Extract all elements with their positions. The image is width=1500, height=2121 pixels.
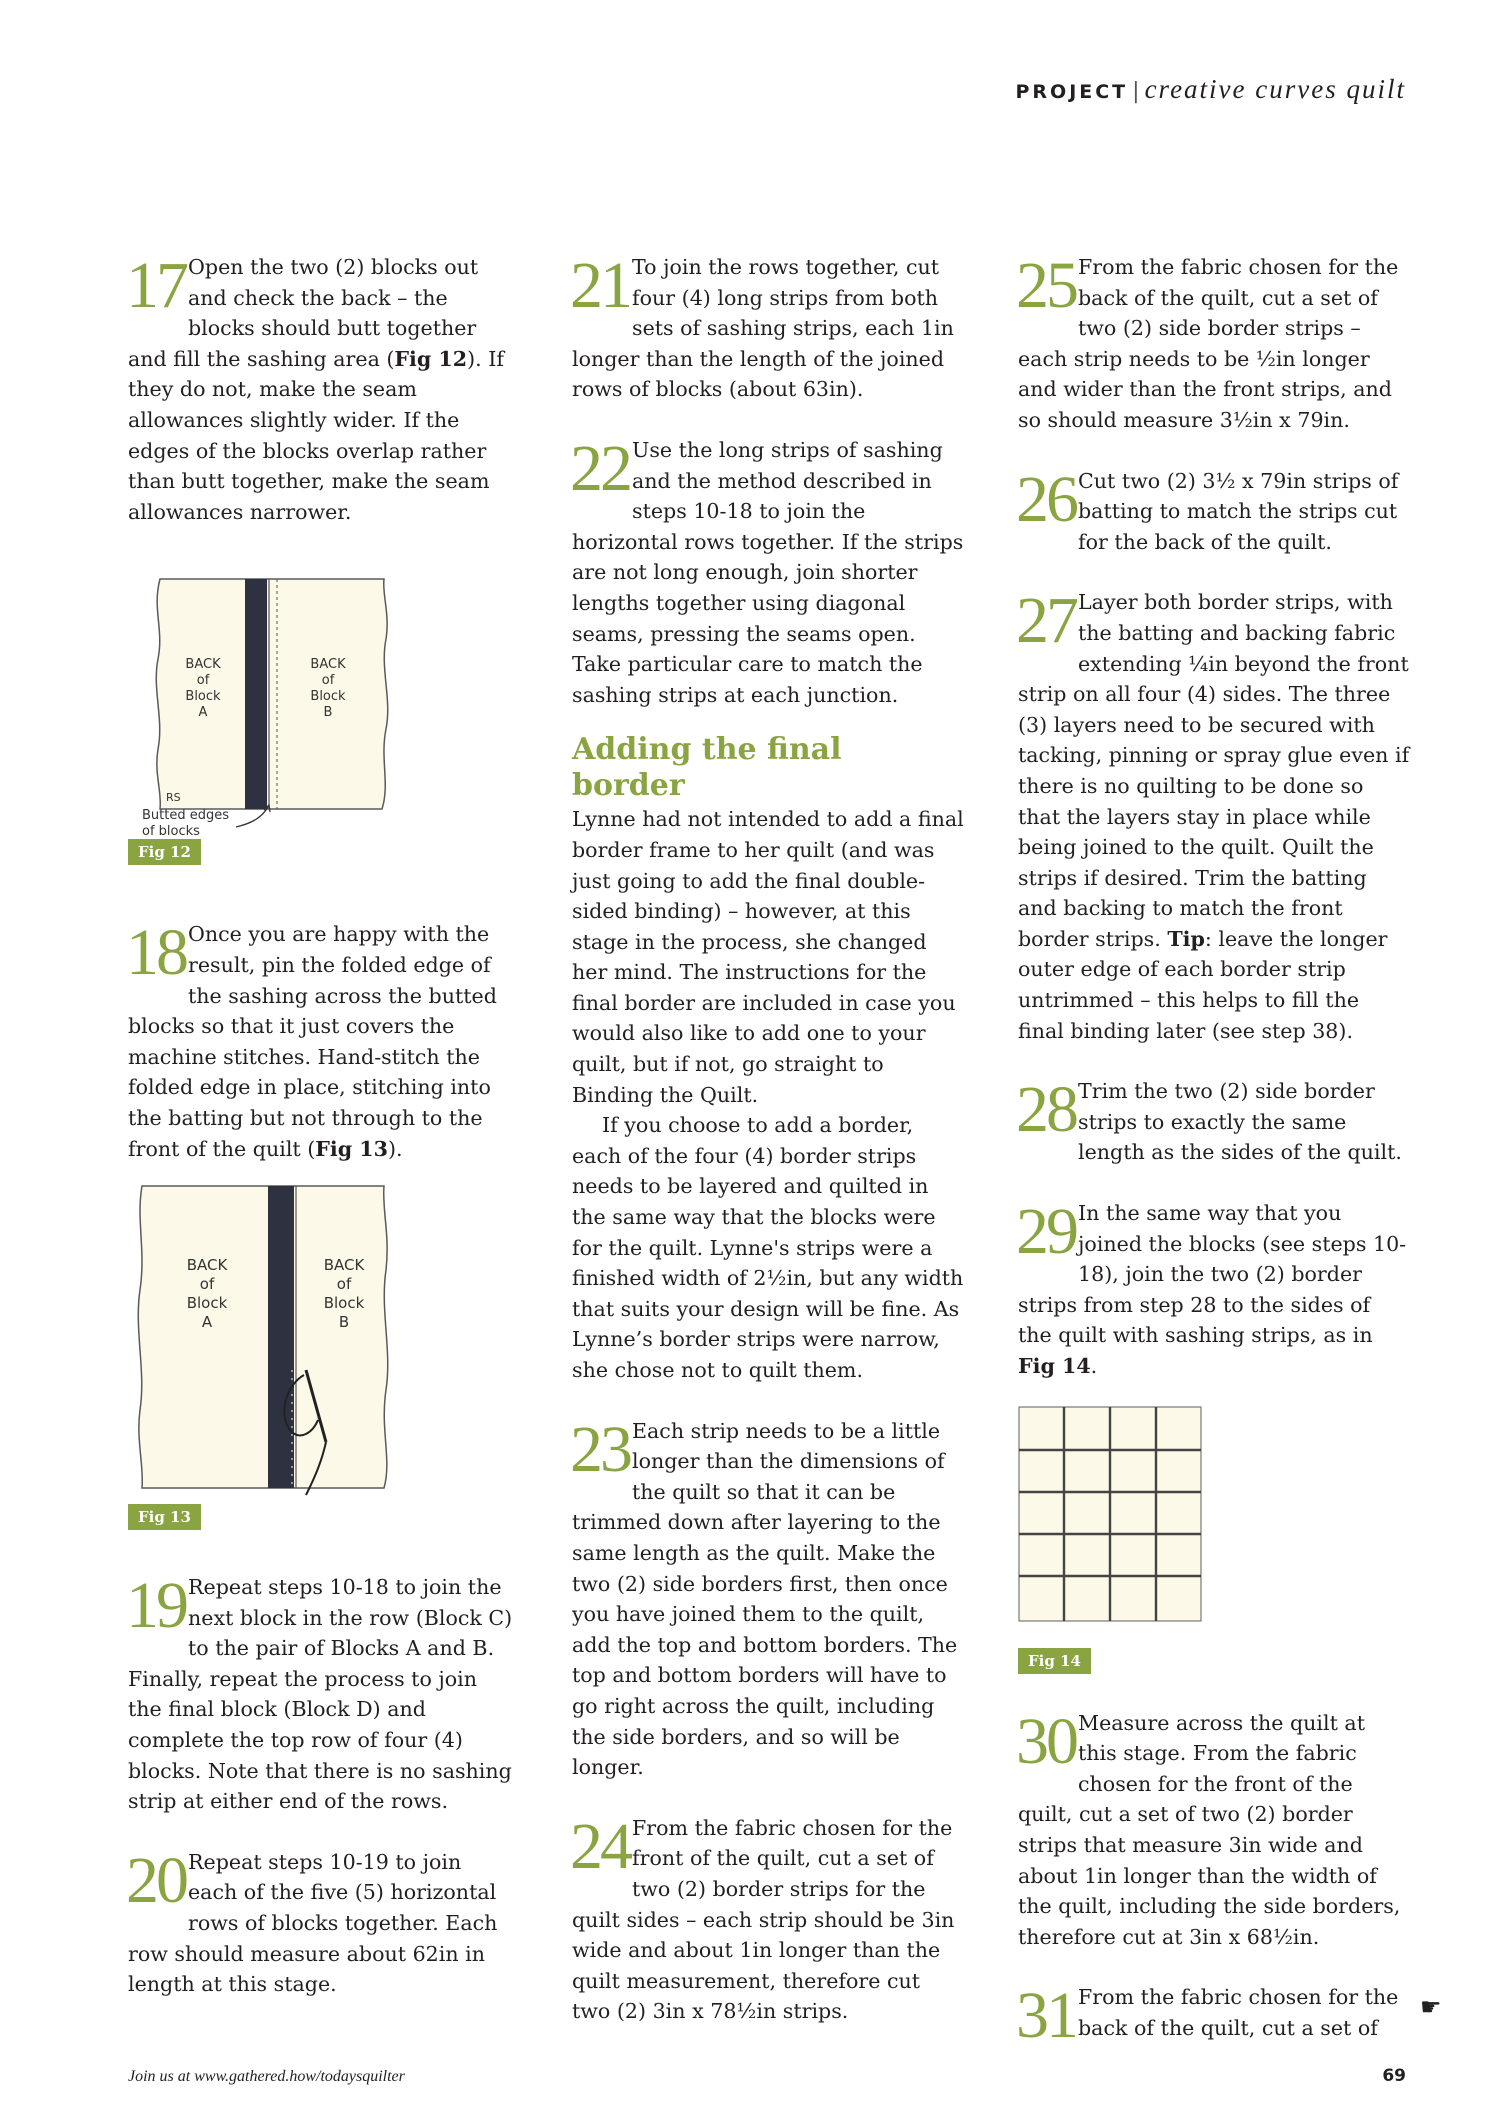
step-25 [1016,249,1410,436]
fig13-label-b: BACK [323,1256,365,1275]
step-number: 18 [126,916,186,990]
running-header [1015,74,1406,105]
step-24 [570,1809,964,2027]
fig12-label-b: of [321,673,335,689]
step-text: Once you are happy with the result, pin the folded edge of the sashing across the butted blocks so that it just covers the machine stitches. Hand-stitch the folded edge in place, stitching into the batting but not through to the front of the quilt ( [128,922,497,1161]
page-number: 69 [1382,2066,1406,2086]
step-text: From the fabric chosen for the back of the quilt, cut a set of two (2) side border strips – each strip needs to be ½in longer and wider than the front strips, and so should measure 3½in x 79in. [1018,255,1399,432]
column-3 [1016,249,1410,2053]
fig12-label-b: Block [310,689,346,705]
step-text: . [1090,1354,1098,1378]
fig13-label-a: of [199,1275,215,1294]
figure-14 [1018,1406,1410,1626]
step-31 [1016,1979,1410,2053]
step-number: 24 [570,1809,630,1883]
fig12-diagram [128,569,428,840]
step-number: 23 [570,1412,630,1486]
figure-13 [128,1180,516,1500]
fig13-diagram [128,1180,428,1496]
fig12-label-a: A [198,705,208,721]
step-text: From the fabric chosen for the back of the quilt, cut a set of [1078,1985,1399,2040]
fig13-label-a: BACK [186,1256,228,1275]
footer-website: Join us at www.gathered.how/todaysquilter [128,2068,405,2085]
step-30 [1016,1704,1410,1953]
step-text: Layer both border strips, with the batting and backing fabric extending ¼in beyond the front strip on all four (4) sides. The three (3) layers need to be secured with tacking, pinning or spray glue even if there is no quilting to be done so that the layers stay in place while being joined to the quilt. Quilt the strips if desired. Trim the batting and backing to match the front border strips. [1018,590,1410,951]
step-26 [1016,462,1410,558]
step-number: 27 [1016,584,1076,658]
step-text: : leave the longer outer edge of each border strip untrimmed – this helps to fill the final binding later (see step 38). [1018,926,1388,1043]
column-1 [126,249,516,2000]
step-number: 31 [1016,1979,1076,2053]
step-number: 19 [126,1569,186,1643]
fig13-label-b: Block [323,1294,365,1313]
border-intro-1: Lynne had not intended to add a final border frame to her quilt (and was just going to add the final double-sided binding) – however, at this stage in the process, she changed her mind. The instructions for the final border are included in case you would also like to add one to your quilt, but if not, go straight to Binding the Quilt. [572,807,964,1107]
fig12-label-a: BACK [185,657,221,673]
step-text: Repeat steps 10-19 to join each of the five (5) horizontal rows of blocks together. Each row should measure about 62in in length at this stage. [128,1849,498,1997]
step-20 [126,1843,516,2000]
step-17 [126,249,516,527]
fig12-label-a: of [196,673,210,689]
fig12-callout: Butted edges of blocks [142,808,230,840]
step-number: 30 [1016,1704,1076,1778]
step-21 [570,249,964,405]
step-number: 17 [126,249,186,322]
step-text: Trim the two (2) side border strips to exactly the same length as the sides of the quilt. [1078,1079,1402,1165]
step-22 [570,431,964,710]
header-section: PROJECT [1015,81,1129,103]
step-text: Cut two (2) 3½ x 79in strips of batting to match the strips cut for the back of the quilt. [1078,468,1399,554]
fig12-label: Fig 12 [128,839,201,865]
fig13-label-b: of [336,1275,352,1294]
continue-icon: ☛ [1420,1993,1442,2021]
fig12-rs-label: RS [166,791,181,805]
step-text: In the same way that you joined the blocks (see steps 10-18), join the two (2) border strips from step 28 to the sides of the quilt with sashing strips, as in [1018,1201,1407,1348]
fig13-label: Fig 13 [128,1504,201,1530]
step-text: Measure across the quilt at this stage. From the fabric chosen for the front of the quilt, cut a set of two (2) border strips that measure 3in wide and about 1in longer than the width of the quilt, including the side borders, therefore cut at 3in x 68½in. [1018,1710,1401,1949]
step-number: 22 [570,431,630,505]
fig13-label-b: B [338,1313,350,1332]
step-text: Open the two (2) blocks out and check the back – the blocks should butt together and fill the sashing area ( [128,255,479,371]
figure-12 [128,569,516,840]
step-number: 21 [570,249,630,322]
step-number: 20 [126,1843,186,1917]
step-28 [1016,1073,1410,1168]
step-19 [126,1569,516,1817]
step-text: Each strip needs to be a little longer than the dimensions of the quilt so that it can be trimmed down after layering to the same length as the quilt. Make the two (2) side borders first, then once you have joined them to the quilt, add the top and bottom borders. The top and bottom borders will have to go right across the quilt, including the side borders, and so will be longer. [572,1418,958,1780]
figure-ref: Fig 12 [394,346,468,371]
fig13-label-a: A [201,1313,213,1332]
border-intro-2: If you choose to add a border, each of the four (4) border strips needs to be layered and quilted in the same way that the blocks were for the quilt. Lynne's strips were a finished width of 2½in, but any width that suits your design will be fine. As Lynne’s border strips were narrow, she chose not to quilt them. [572,1113,964,1382]
step-text: ). [387,1136,403,1161]
step-number: 25 [1016,249,1076,322]
header-separator: | [1132,79,1141,104]
fig14-diagram [1018,1406,1202,1622]
fig14-label: Fig 14 [1018,1648,1091,1674]
tip-label: Tip [1167,926,1205,951]
step-29 [1016,1195,1410,1382]
header-title: creative curves quilt [1144,74,1406,104]
fig12-label-b: BACK [310,657,346,673]
step-number: 26 [1016,462,1076,536]
step-text: From the fabric chosen for the front of the quilt, cut a set of two (2) border strips for the quilt sides – each strip should be 3in wide and about 1in longer than the quilt measurement, therefore cut two (2) 3in x 78½in strips. [572,1815,955,2024]
fig13-label-a: Block [186,1294,228,1313]
step-text: To join the rows together, cut four (4) long strips from both sets of sashing strips, each 1in longer than the length of the joined rows of blocks (about 63in). [572,255,954,402]
section-heading: Adding the final border [572,732,842,804]
step-27 [1016,584,1410,1046]
column-2 [570,249,964,2027]
fig12-label-a: Block [185,689,221,705]
step-18 [126,916,516,1164]
step-number: 29 [1016,1195,1076,1269]
step-23 [570,1412,964,1783]
step-text: ). If they do not, make the seam allowances slightly wider. If the edges of the blocks overlap rather than butt together, make the seam allowances narrower. [128,346,504,524]
step-text: Use the long strips of sashing and the method described in steps 10-18 to join the horizontal rows together. If the strips are not long enough, join shorter lengths together using diagonal seams, pressing the seams open. Take particular care to match the sashing strips at each junction. [572,437,964,707]
step-number: 28 [1016,1073,1076,1147]
step-text: Repeat steps 10-18 to join the next block in the row (Block C) to the pair of Blocks A and B. Finally, repeat the process to join the final block (Block D) and complete the top row of four (4) blocks. Note that there is no sashing strip at either end of the rows. [128,1575,513,1814]
fig12-label-b: B [323,705,333,721]
figure-ref: Fig 14 [1018,1354,1091,1378]
figure-ref: Fig 13 [315,1136,388,1161]
